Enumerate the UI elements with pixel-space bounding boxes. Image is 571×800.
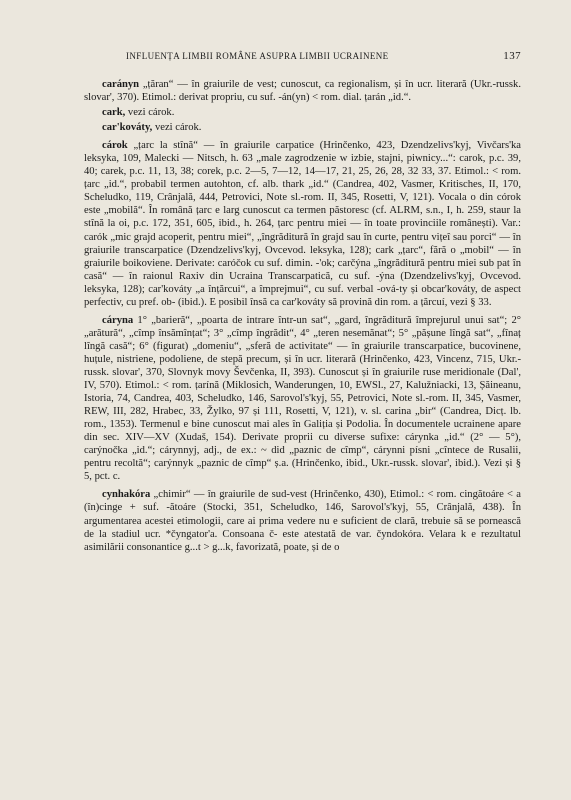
entry-headword: cynhakóra	[102, 489, 151, 501]
entry-headword: cark,	[102, 107, 126, 119]
entry-headword: cáryna	[102, 314, 134, 326]
running-head	[84, 50, 521, 62]
dictionary-entry	[84, 139, 521, 309]
entry-text: 1° „barieră“, „poarta de intrare într-un sat“, „gard, îngrăditură împrejurul unui sat“; 2° „arătură“, „cîmp însămînțat“; 3° „cîmp îngrădit“, 4° „teren nesemănat“; 5° „pășune lîngă sat“, „fînaț lîngă casă“; 6° (figurat) „domeniu“, „sferă de activitate“ — în graiurile transcarpatice, bucovinene, huțule, nistriene, podoliene, de stepă precum, și în ucr. literară (Hrinčenko, 423, Vincenz, 715, Ukr.-russk. slovar', 370, Slovnyk movy Ševčenka, II, 393). Cunoscut și în graiurile ruse meridionale (Dal', IV, 570). Etimol.: < rom. țarínă (Miklosich, Wanderungen, 10, EWSl., 27, Kalužniacki, 13, Șăineanu, Istoria, 74, Candrea, 403, Scheludko, 146, Sarovol's'kyj, 55, Petrovici, Note sl.-rom. II, 345, Vasmer, REW, III, 282, Hrabec, 33, Žylko, 97 și 111, Rosetti, V, 121), v. sl. carina „bir“ (Candrea, Dicț. lb. rom., 1353). Termenul e bine cunoscut mai ales în Galiția și Podolia. În documentele ucrainene apare din sec. XIV—XV (Xudaš, 154). Derivate proprii cu diverse sufixe: cárynka „id.“ (2° — 5°), carýnočka „id.“; cárynnyj, adj., de ex.: ~ did „paznic de cîmp“, cárynni písni „cîntece de Rusalii, pentru recoltă“; carýnnyk „paznic de cîmp“ ș.a. (Hrinčenko, ibid., Ukr.-russk. slovar', ibid.). Vezi și § 5, pct. c.	[84, 314, 521, 483]
entry-headword: car'kováty,	[102, 122, 153, 134]
entry-text: „țăran“ — în graiurile de vest; cunoscut, ca regionalism, și în ucr. literară (Ukr.-russk. slovar', 370). Etimol.: derivat propriu, cu suf. -án(yn) < rom. dial. țarán „id.“.	[84, 79, 521, 104]
entry-headword: cárok	[102, 140, 128, 152]
running-title: INFLUENȚA LIMBII ROMÂNE ASUPRA LIMBII UCRAINENE	[126, 51, 389, 61]
dictionary-entry	[84, 106, 521, 119]
dictionary-entry	[84, 121, 521, 134]
dictionary-entry	[84, 488, 521, 553]
dictionary-entry	[84, 78, 521, 104]
entry-text: vezi cárok.	[152, 122, 202, 134]
article-body	[84, 78, 521, 554]
entry-headword: carányn	[102, 79, 140, 90]
entry-text: „țarc la stînă“ — în graiurile carpatice (Hrinčenko, 423, Dzendzelivs'kyj, Vivčars'ka leksyka, 109, Malecki — Nitsch, h. 63 „male zagrodzenie w izbie, stajni, piwnicy...“: carok, p.c. 39, 40; carek, p.c. 11, 13, 38; corek, p.c. 2—5, 7—12, 14—17, 21, 25, 26, 28, 32 33, 37. Etimol.: < rom. țarc „id.“, probabil termen autohton, cf. alb. thark „id.“ (Candrea, 402, Vasmer, Kritisches, II, 170, Scheludko, 119, Crânjală, 444, Petrovici, Note sl.-rom. II, 345, Rosetti, V, 121). Vocala o din córok este „mobilă“. În română țarc e larg cunoscut ca termen păstoresc (cf. ALRM, s.n., I, h. 259, staur la stînă la oi, p.c. 172, 351, 605, ibid., h. 264, țarc pentru miei — în toate provinciile românești). Var.: carók „mic grajd acoperit, pentru miei“, „îngrăditură în grajd sau în curte, pentru vițeî sau porci“ — în graiurile transcarpatice (Dzendzelivs'kyj, Ovcevod. leksyka, 128); cark „țarc“, fără o „mobil“ — în graiurile boikoviene. Derivate: caróčok cu suf. dimin. -'ok; carčýna „îngrăditură pentru miei sub pat în casă“ — în raionul Raxiv din Ucraina Transcarpatică, cu suf. -ýna (Dzendzelivs'kyj, Ovcevod. leksyka, 128); car'kováty „a înțărcui“, a împrejmui“, cu suf. verbal -ová-ty și obcar'kováty, de aspect perfectiv, cu pref. ob- (ibid.). E posibil însă ca car'kováty să provină din rom. a țărcuí, vezi § 33.	[84, 140, 521, 308]
entry-text: „chimir“ — în graiurile de sud-vest (Hrinčenko, 430), Etimol.: < rom. cingătoáre < a (în)cinge + suf. -ătoáre (Stocki, 351, Scheludko, 146, Sarovol's'kyj, 55, Crânjală, 438). În argumentarea acestei etimologii, care ai prima vedere nu e suficient de clară, trebuie să se pornească de la stadiul ucr. *čyngator'a. Consoana č- este atestată de var. čyndokóra. Velara k e rezultatul asimilării consonantice g...t > g...k, favorizată, poate, și de o	[84, 489, 521, 553]
dictionary-entry	[84, 314, 521, 484]
page-number: 137	[503, 50, 521, 62]
entry-text: vezi cárok.	[125, 107, 175, 119]
